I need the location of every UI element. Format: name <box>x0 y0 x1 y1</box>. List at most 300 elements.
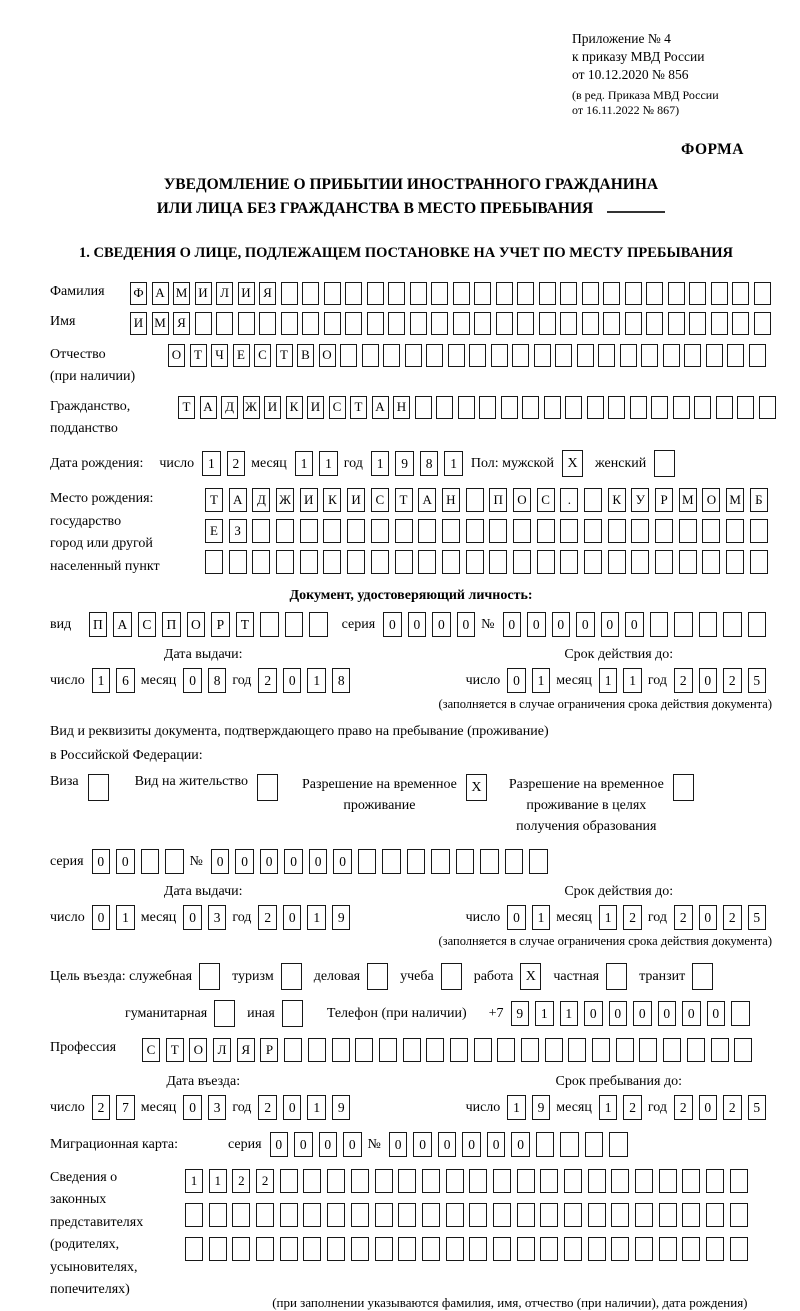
char-cell[interactable] <box>431 282 448 305</box>
char-cell[interactable]: 1 <box>209 1169 227 1193</box>
char-cell[interactable] <box>422 1203 440 1227</box>
char-cell[interactable]: Т <box>395 488 413 512</box>
char-cell[interactable]: 0 <box>633 1001 652 1026</box>
char-cell[interactable]: Л <box>216 282 233 305</box>
char-cell[interactable] <box>650 612 669 637</box>
char-cell[interactable] <box>706 1203 724 1227</box>
char-cell[interactable]: С <box>329 396 346 419</box>
char-cell[interactable]: С <box>371 488 389 512</box>
char-cell[interactable]: М <box>679 488 697 512</box>
char-cell[interactable]: 9 <box>332 1095 351 1120</box>
char-cell[interactable] <box>410 312 427 335</box>
purpose-tourism-checkbox[interactable] <box>281 963 302 990</box>
char-cell[interactable] <box>750 519 768 543</box>
char-cell[interactable] <box>323 550 341 574</box>
char-cell[interactable]: Д <box>221 396 238 419</box>
char-cell[interactable] <box>323 519 341 543</box>
char-cell[interactable] <box>448 344 465 367</box>
temp-residence-checkbox[interactable]: X <box>466 774 487 801</box>
char-cell[interactable] <box>609 1132 628 1157</box>
char-cell[interactable] <box>560 1132 579 1157</box>
char-cell[interactable] <box>395 519 413 543</box>
char-cell[interactable]: 9 <box>511 1001 530 1026</box>
char-cell[interactable]: 2 <box>256 1169 274 1193</box>
char-cell[interactable]: 1 <box>599 1095 618 1120</box>
char-cell[interactable] <box>345 312 362 335</box>
char-cell[interactable]: М <box>173 282 190 305</box>
char-cell[interactable]: 1 <box>507 1095 526 1120</box>
char-cell[interactable] <box>489 519 507 543</box>
char-cell[interactable]: 2 <box>92 1095 111 1120</box>
char-cell[interactable] <box>723 612 742 637</box>
char-cell[interactable]: Т <box>276 344 293 367</box>
char-cell[interactable] <box>706 1237 724 1261</box>
char-cell[interactable] <box>731 1001 750 1026</box>
char-cell[interactable]: П <box>89 612 108 637</box>
char-cell[interactable] <box>730 1203 748 1227</box>
char-cell[interactable] <box>603 282 620 305</box>
char-cell[interactable]: 5 <box>748 905 767 930</box>
char-cell[interactable] <box>209 1237 227 1261</box>
char-cell[interactable] <box>682 1203 700 1227</box>
char-cell[interactable] <box>302 312 319 335</box>
char-cell[interactable] <box>560 282 577 305</box>
char-cell[interactable] <box>493 1203 511 1227</box>
char-cell[interactable] <box>730 1237 748 1261</box>
char-cell[interactable]: 5 <box>748 1095 767 1120</box>
char-cell[interactable] <box>371 550 389 574</box>
char-cell[interactable] <box>375 1203 393 1227</box>
char-cell[interactable] <box>474 1038 492 1062</box>
char-cell[interactable]: С <box>142 1038 160 1062</box>
char-cell[interactable]: 5 <box>748 668 767 693</box>
char-cell[interactable] <box>388 312 405 335</box>
char-cell[interactable] <box>536 1132 555 1157</box>
char-cell[interactable]: 0 <box>389 1132 408 1157</box>
char-cell[interactable] <box>505 849 524 874</box>
char-cell[interactable] <box>300 519 318 543</box>
char-cell[interactable] <box>456 849 475 874</box>
char-cell[interactable] <box>663 1038 681 1062</box>
char-cell[interactable] <box>469 1237 487 1261</box>
char-cell[interactable]: 0 <box>503 612 522 637</box>
char-cell[interactable]: Ж <box>243 396 260 419</box>
char-cell[interactable] <box>442 519 460 543</box>
char-cell[interactable]: 7 <box>116 1095 135 1120</box>
char-cell[interactable] <box>347 550 365 574</box>
char-cell[interactable]: А <box>200 396 217 419</box>
char-cell[interactable] <box>522 396 539 419</box>
char-cell[interactable] <box>252 519 270 543</box>
char-cell[interactable] <box>512 344 529 367</box>
char-cell[interactable] <box>474 282 491 305</box>
char-cell[interactable]: Е <box>233 344 250 367</box>
char-cell[interactable] <box>446 1203 464 1227</box>
char-cell[interactable]: 0 <box>183 905 202 930</box>
char-cell[interactable]: 1 <box>623 668 642 693</box>
visa-checkbox[interactable] <box>88 774 109 801</box>
char-cell[interactable]: И <box>300 488 318 512</box>
char-cell[interactable] <box>651 396 668 419</box>
char-cell[interactable] <box>276 519 294 543</box>
char-cell[interactable] <box>280 1237 298 1261</box>
char-cell[interactable]: Я <box>259 282 276 305</box>
residence-permit-checkbox[interactable] <box>257 774 278 801</box>
char-cell[interactable] <box>635 1169 653 1193</box>
char-cell[interactable]: К <box>286 396 303 419</box>
sex-female-checkbox[interactable] <box>654 450 675 477</box>
char-cell[interactable] <box>355 1038 373 1062</box>
char-cell[interactable]: Я <box>173 312 190 335</box>
char-cell[interactable]: 1 <box>307 1095 326 1120</box>
char-cell[interactable] <box>431 312 448 335</box>
char-cell[interactable]: 0 <box>682 1001 701 1026</box>
char-cell[interactable] <box>209 1203 227 1227</box>
char-cell[interactable]: 0 <box>462 1132 481 1157</box>
char-cell[interactable]: Е <box>205 519 223 543</box>
char-cell[interactable] <box>375 1237 393 1261</box>
char-cell[interactable] <box>699 612 718 637</box>
char-cell[interactable]: 8 <box>420 451 439 476</box>
char-cell[interactable] <box>603 312 620 335</box>
char-cell[interactable] <box>682 1237 700 1261</box>
char-cell[interactable] <box>711 312 728 335</box>
char-cell[interactable]: 1 <box>185 1169 203 1193</box>
char-cell[interactable]: М <box>726 488 744 512</box>
char-cell[interactable]: 1 <box>532 905 551 930</box>
char-cell[interactable]: 1 <box>295 451 314 476</box>
char-cell[interactable] <box>537 519 555 543</box>
char-cell[interactable]: 3 <box>208 1095 227 1120</box>
char-cell[interactable]: У <box>631 488 649 512</box>
char-cell[interactable] <box>711 1038 729 1062</box>
char-cell[interactable] <box>641 344 658 367</box>
char-cell[interactable] <box>646 312 663 335</box>
char-cell[interactable]: И <box>130 312 147 335</box>
char-cell[interactable]: 9 <box>395 451 414 476</box>
char-cell[interactable] <box>382 849 401 874</box>
char-cell[interactable] <box>711 282 728 305</box>
char-cell[interactable]: Л <box>213 1038 231 1062</box>
char-cell[interactable] <box>491 344 508 367</box>
char-cell[interactable]: 0 <box>601 612 620 637</box>
char-cell[interactable]: 0 <box>116 849 135 874</box>
char-cell[interactable]: С <box>254 344 271 367</box>
char-cell[interactable] <box>540 1237 558 1261</box>
char-cell[interactable] <box>351 1203 369 1227</box>
char-cell[interactable] <box>577 344 594 367</box>
char-cell[interactable] <box>259 312 276 335</box>
char-cell[interactable]: В <box>297 344 314 367</box>
char-cell[interactable] <box>611 1237 629 1261</box>
char-cell[interactable] <box>639 1038 657 1062</box>
char-cell[interactable] <box>407 849 426 874</box>
char-cell[interactable] <box>659 1169 677 1193</box>
char-cell[interactable] <box>585 1132 604 1157</box>
char-cell[interactable] <box>415 396 432 419</box>
char-cell[interactable] <box>422 1169 440 1193</box>
char-cell[interactable]: 2 <box>723 668 742 693</box>
char-cell[interactable]: 0 <box>658 1001 677 1026</box>
char-cell[interactable]: 2 <box>227 451 246 476</box>
char-cell[interactable] <box>458 396 475 419</box>
char-cell[interactable] <box>584 519 602 543</box>
char-cell[interactable] <box>560 550 578 574</box>
char-cell[interactable]: 0 <box>270 1132 289 1157</box>
char-cell[interactable] <box>303 1237 321 1261</box>
char-cell[interactable] <box>631 519 649 543</box>
char-cell[interactable] <box>493 1169 511 1193</box>
char-cell[interactable] <box>431 849 450 874</box>
char-cell[interactable] <box>759 396 776 419</box>
char-cell[interactable]: 2 <box>258 905 277 930</box>
char-cell[interactable]: З <box>229 519 247 543</box>
char-cell[interactable]: А <box>152 282 169 305</box>
char-cell[interactable]: П <box>162 612 181 637</box>
char-cell[interactable]: Н <box>393 396 410 419</box>
char-cell[interactable] <box>620 344 637 367</box>
char-cell[interactable] <box>539 282 556 305</box>
char-cell[interactable] <box>398 1169 416 1193</box>
char-cell[interactable] <box>232 1203 250 1227</box>
char-cell[interactable]: 1 <box>532 668 551 693</box>
char-cell[interactable]: 2 <box>674 1095 693 1120</box>
char-cell[interactable] <box>446 1169 464 1193</box>
char-cell[interactable] <box>517 282 534 305</box>
char-cell[interactable] <box>513 519 531 543</box>
char-cell[interactable] <box>706 344 723 367</box>
char-cell[interactable]: 1 <box>599 668 618 693</box>
char-cell[interactable] <box>646 282 663 305</box>
purpose-work-checkbox[interactable]: X <box>520 963 541 990</box>
char-cell[interactable] <box>726 519 744 543</box>
char-cell[interactable]: 0 <box>235 849 254 874</box>
char-cell[interactable] <box>453 312 470 335</box>
char-cell[interactable]: Д <box>252 488 270 512</box>
char-cell[interactable]: 0 <box>260 849 279 874</box>
char-cell[interactable]: 2 <box>623 905 642 930</box>
char-cell[interactable]: О <box>702 488 720 512</box>
char-cell[interactable] <box>351 1237 369 1261</box>
char-cell[interactable] <box>689 282 706 305</box>
char-cell[interactable] <box>496 312 513 335</box>
char-cell[interactable]: А <box>372 396 389 419</box>
char-cell[interactable]: 0 <box>487 1132 506 1157</box>
char-cell[interactable] <box>517 1203 535 1227</box>
char-cell[interactable] <box>453 282 470 305</box>
char-cell[interactable] <box>405 344 422 367</box>
char-cell[interactable]: О <box>513 488 531 512</box>
char-cell[interactable]: 0 <box>413 1132 432 1157</box>
char-cell[interactable] <box>410 282 427 305</box>
char-cell[interactable]: 1 <box>116 905 135 930</box>
char-cell[interactable] <box>351 1169 369 1193</box>
char-cell[interactable] <box>256 1203 274 1227</box>
char-cell[interactable]: П <box>489 488 507 512</box>
char-cell[interactable] <box>608 519 626 543</box>
char-cell[interactable] <box>560 519 578 543</box>
char-cell[interactable] <box>398 1237 416 1261</box>
char-cell[interactable] <box>422 1237 440 1261</box>
char-cell[interactable] <box>568 1038 586 1062</box>
char-cell[interactable]: О <box>189 1038 207 1062</box>
char-cell[interactable]: Т <box>236 612 255 637</box>
char-cell[interactable] <box>327 1169 345 1193</box>
char-cell[interactable] <box>403 1038 421 1062</box>
edu-residence-checkbox[interactable] <box>673 774 694 801</box>
char-cell[interactable]: Т <box>166 1038 184 1062</box>
char-cell[interactable] <box>303 1203 321 1227</box>
char-cell[interactable] <box>732 282 749 305</box>
char-cell[interactable]: И <box>238 282 255 305</box>
char-cell[interactable] <box>345 282 362 305</box>
char-cell[interactable] <box>749 344 766 367</box>
char-cell[interactable]: О <box>187 612 206 637</box>
char-cell[interactable] <box>616 1038 634 1062</box>
char-cell[interactable] <box>754 312 771 335</box>
char-cell[interactable] <box>466 519 484 543</box>
char-cell[interactable]: Ч <box>211 344 228 367</box>
char-cell[interactable] <box>517 312 534 335</box>
char-cell[interactable] <box>565 396 582 419</box>
char-cell[interactable]: Т <box>178 396 195 419</box>
char-cell[interactable] <box>303 1169 321 1193</box>
purpose-service-checkbox[interactable] <box>199 963 220 990</box>
char-cell[interactable] <box>232 1237 250 1261</box>
char-cell[interactable] <box>702 550 720 574</box>
char-cell[interactable]: Р <box>211 612 230 637</box>
char-cell[interactable] <box>702 519 720 543</box>
char-cell[interactable] <box>280 1203 298 1227</box>
char-cell[interactable] <box>582 312 599 335</box>
char-cell[interactable] <box>631 550 649 574</box>
char-cell[interactable] <box>229 550 247 574</box>
char-cell[interactable]: Р <box>655 488 673 512</box>
char-cell[interactable] <box>436 396 453 419</box>
char-cell[interactable] <box>324 312 341 335</box>
char-cell[interactable]: 2 <box>258 1095 277 1120</box>
char-cell[interactable]: 1 <box>444 451 463 476</box>
char-cell[interactable] <box>281 282 298 305</box>
char-cell[interactable]: 0 <box>699 1095 718 1120</box>
char-cell[interactable] <box>582 282 599 305</box>
char-cell[interactable]: 0 <box>699 668 718 693</box>
char-cell[interactable]: 1 <box>371 451 390 476</box>
purpose-humanitarian-checkbox[interactable] <box>214 1000 235 1027</box>
char-cell[interactable] <box>608 396 625 419</box>
char-cell[interactable] <box>534 344 551 367</box>
char-cell[interactable] <box>537 550 555 574</box>
char-cell[interactable]: И <box>347 488 365 512</box>
char-cell[interactable] <box>734 1038 752 1062</box>
char-cell[interactable] <box>418 519 436 543</box>
char-cell[interactable] <box>340 344 357 367</box>
char-cell[interactable] <box>367 282 384 305</box>
char-cell[interactable]: 1 <box>560 1001 579 1026</box>
char-cell[interactable] <box>598 344 615 367</box>
char-cell[interactable] <box>362 344 379 367</box>
char-cell[interactable]: 9 <box>332 905 351 930</box>
char-cell[interactable]: 0 <box>211 849 230 874</box>
char-cell[interactable]: А <box>229 488 247 512</box>
char-cell[interactable] <box>663 344 680 367</box>
char-cell[interactable]: 2 <box>674 905 693 930</box>
char-cell[interactable]: 0 <box>507 668 526 693</box>
char-cell[interactable]: 2 <box>232 1169 250 1193</box>
char-cell[interactable]: 0 <box>319 1132 338 1157</box>
char-cell[interactable] <box>205 550 223 574</box>
char-cell[interactable]: Н <box>442 488 460 512</box>
char-cell[interactable] <box>694 396 711 419</box>
char-cell[interactable]: И <box>195 282 212 305</box>
char-cell[interactable]: 0 <box>507 905 526 930</box>
char-cell[interactable] <box>679 519 697 543</box>
char-cell[interactable] <box>655 550 673 574</box>
char-cell[interactable] <box>608 550 626 574</box>
char-cell[interactable] <box>479 396 496 419</box>
char-cell[interactable]: 1 <box>307 668 326 693</box>
purpose-other-checkbox[interactable] <box>282 1000 303 1027</box>
char-cell[interactable] <box>256 1237 274 1261</box>
char-cell[interactable]: 0 <box>408 612 427 637</box>
char-cell[interactable] <box>284 1038 302 1062</box>
char-cell[interactable] <box>730 1169 748 1193</box>
char-cell[interactable]: 8 <box>332 668 351 693</box>
char-cell[interactable] <box>560 312 577 335</box>
char-cell[interactable] <box>750 550 768 574</box>
char-cell[interactable] <box>252 550 270 574</box>
char-cell[interactable] <box>141 849 160 874</box>
char-cell[interactable] <box>588 1169 606 1193</box>
char-cell[interactable] <box>371 519 389 543</box>
char-cell[interactable]: 2 <box>723 905 742 930</box>
char-cell[interactable] <box>564 1169 582 1193</box>
char-cell[interactable] <box>309 612 328 637</box>
char-cell[interactable]: Т <box>205 488 223 512</box>
char-cell[interactable]: 0 <box>383 612 402 637</box>
char-cell[interactable]: 3 <box>208 905 227 930</box>
char-cell[interactable]: 0 <box>552 612 571 637</box>
char-cell[interactable] <box>501 396 518 419</box>
char-cell[interactable]: 0 <box>183 1095 202 1120</box>
char-cell[interactable] <box>165 849 184 874</box>
char-cell[interactable]: 0 <box>511 1132 530 1157</box>
char-cell[interactable] <box>564 1203 582 1227</box>
char-cell[interactable] <box>280 1169 298 1193</box>
char-cell[interactable]: 0 <box>699 905 718 930</box>
char-cell[interactable] <box>529 849 548 874</box>
char-cell[interactable]: Б <box>750 488 768 512</box>
char-cell[interactable] <box>635 1203 653 1227</box>
char-cell[interactable]: 1 <box>202 451 221 476</box>
char-cell[interactable]: 1 <box>599 905 618 930</box>
char-cell[interactable]: 2 <box>623 1095 642 1120</box>
char-cell[interactable]: 0 <box>309 849 328 874</box>
char-cell[interactable] <box>469 1169 487 1193</box>
char-cell[interactable] <box>442 550 460 574</box>
char-cell[interactable]: Р <box>260 1038 278 1062</box>
char-cell[interactable] <box>367 312 384 335</box>
purpose-study-checkbox[interactable] <box>441 963 462 990</box>
char-cell[interactable]: 0 <box>283 668 302 693</box>
char-cell[interactable] <box>737 396 754 419</box>
purpose-transit-checkbox[interactable] <box>692 963 713 990</box>
char-cell[interactable] <box>466 488 484 512</box>
char-cell[interactable] <box>285 612 304 637</box>
char-cell[interactable] <box>592 1038 610 1062</box>
char-cell[interactable] <box>327 1203 345 1227</box>
char-cell[interactable] <box>496 282 513 305</box>
